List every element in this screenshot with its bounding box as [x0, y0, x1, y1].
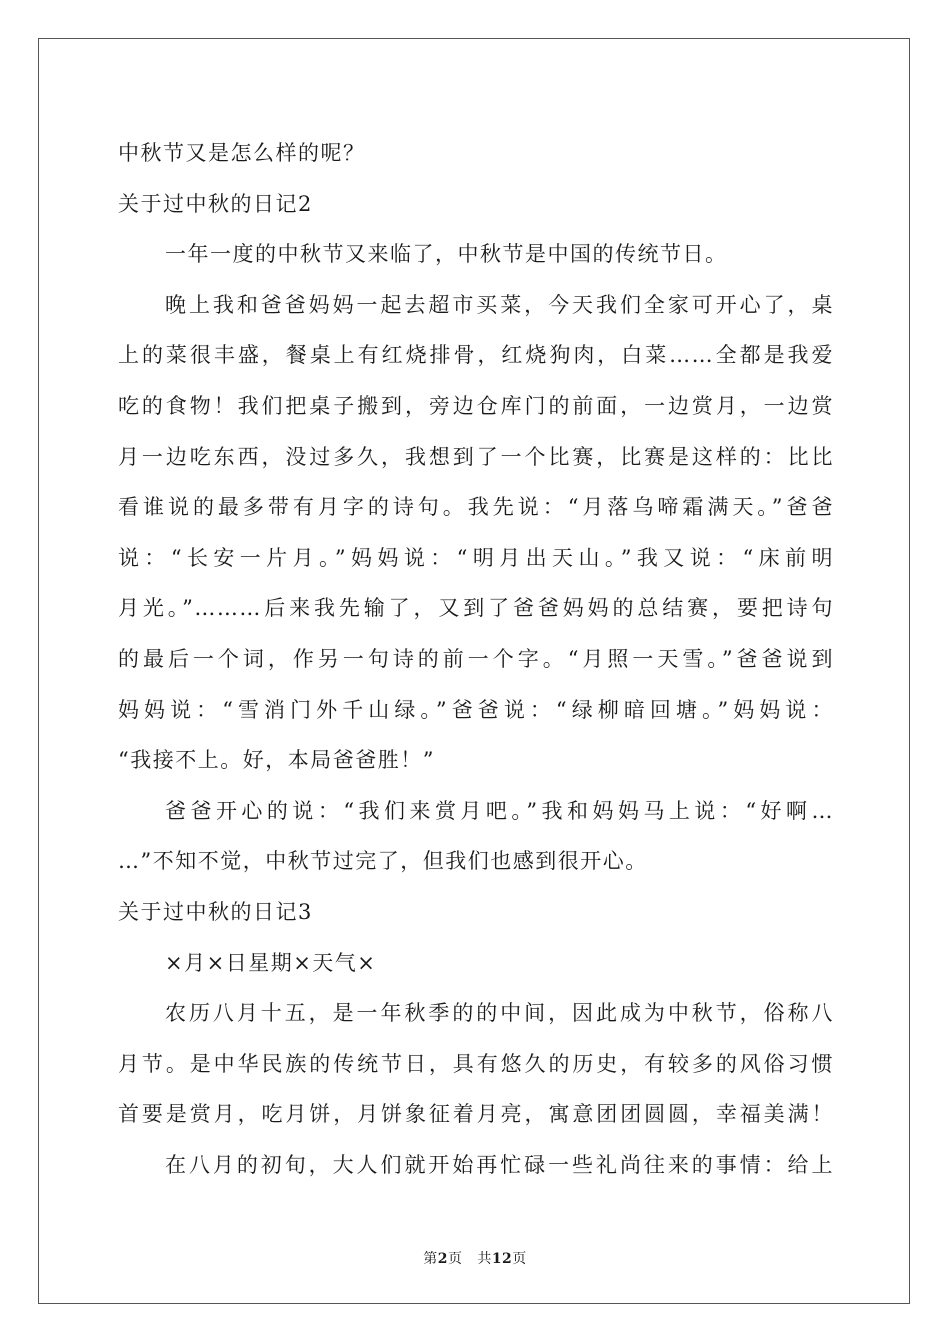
page-prefix: 第	[423, 1251, 438, 1267]
paragraph-line: 上的菜很丰盛，餐桌上有红烧排骨，红烧狗肉，白菜……全都是我爱	[118, 343, 834, 368]
total-suffix: 页	[512, 1251, 527, 1267]
paragraph-line: 月节。是中华民族的传统节日，具有悠久的历史，有较多的风俗习惯	[118, 1051, 834, 1076]
total-pages: 12	[491, 1251, 513, 1267]
section-heading: 关于过中秋的日记2	[118, 191, 313, 216]
page-footer	[0, 1248, 950, 1268]
page-suffix: 页	[447, 1251, 463, 1267]
paragraph-line: “我接不上。好，本局爸爸胜！”	[118, 748, 435, 773]
section-heading: 关于过中秋的日记3	[118, 899, 313, 924]
paragraph-line: …”不知不觉，中秋节过完了，但我们也感到很开心。	[118, 849, 648, 874]
paragraph-line: 农历八月十五，是一年秋季的的中间，因此成为中秋节，俗称八	[165, 1001, 834, 1026]
paragraph-line: 吃的食物！我们把桌子搬到，旁边仓库门的前面，一边赏月，一边赏	[118, 393, 834, 418]
paragraph-line: 一年一度的中秋节又来临了，中秋节是中国的传统节日。	[165, 242, 728, 267]
paragraph-line: 的最后一个词，作另一句诗的前一个字。“月照一天雪。”爸爸说到	[118, 646, 834, 671]
paragraph-line: 晚上我和爸爸妈妈一起去超市买菜，今天我们全家可开心了，桌	[165, 292, 834, 317]
text-line: 中秋节又是怎么样的呢？	[118, 141, 366, 165]
paragraph-line: 看谁说的最多带有月字的诗句。我先说：“月落乌啼霜满天。”爸爸	[118, 495, 834, 520]
paragraph-line: 在八月的初旬，大人们就开始再忙碌一些礼尚往来的事情：给上	[165, 1152, 834, 1177]
page-number: 2	[437, 1251, 448, 1267]
diary-date-line: ×月×日星期×天气×	[165, 950, 377, 975]
paragraph-line: 爸爸开心的说：“我们来赏月吧。”我和妈妈马上说：“好啊…	[165, 798, 834, 823]
total-prefix: 共	[477, 1251, 492, 1267]
paragraph-line: 月一边吃东西，没过多久，我想到了一个比赛，比赛是这样的：比比	[118, 444, 834, 469]
document-body	[118, 128, 834, 1190]
paragraph-line: 说：“长安一片月。”妈妈说：“明月出天山。”我又说：“床前明	[118, 545, 834, 570]
paragraph-line: 首要是赏月，吃月饼，月饼象征着月亮，寓意团团圆圆，幸福美满！	[118, 1102, 834, 1127]
paragraph-line: 妈妈说：“雪消门外千山绿。”爸爸说：“绿柳暗回塘。”妈妈说：	[118, 697, 834, 722]
paragraph-line: 月光。”………后来我先输了，又到了爸爸妈妈的总结赛，要把诗句	[118, 596, 834, 621]
